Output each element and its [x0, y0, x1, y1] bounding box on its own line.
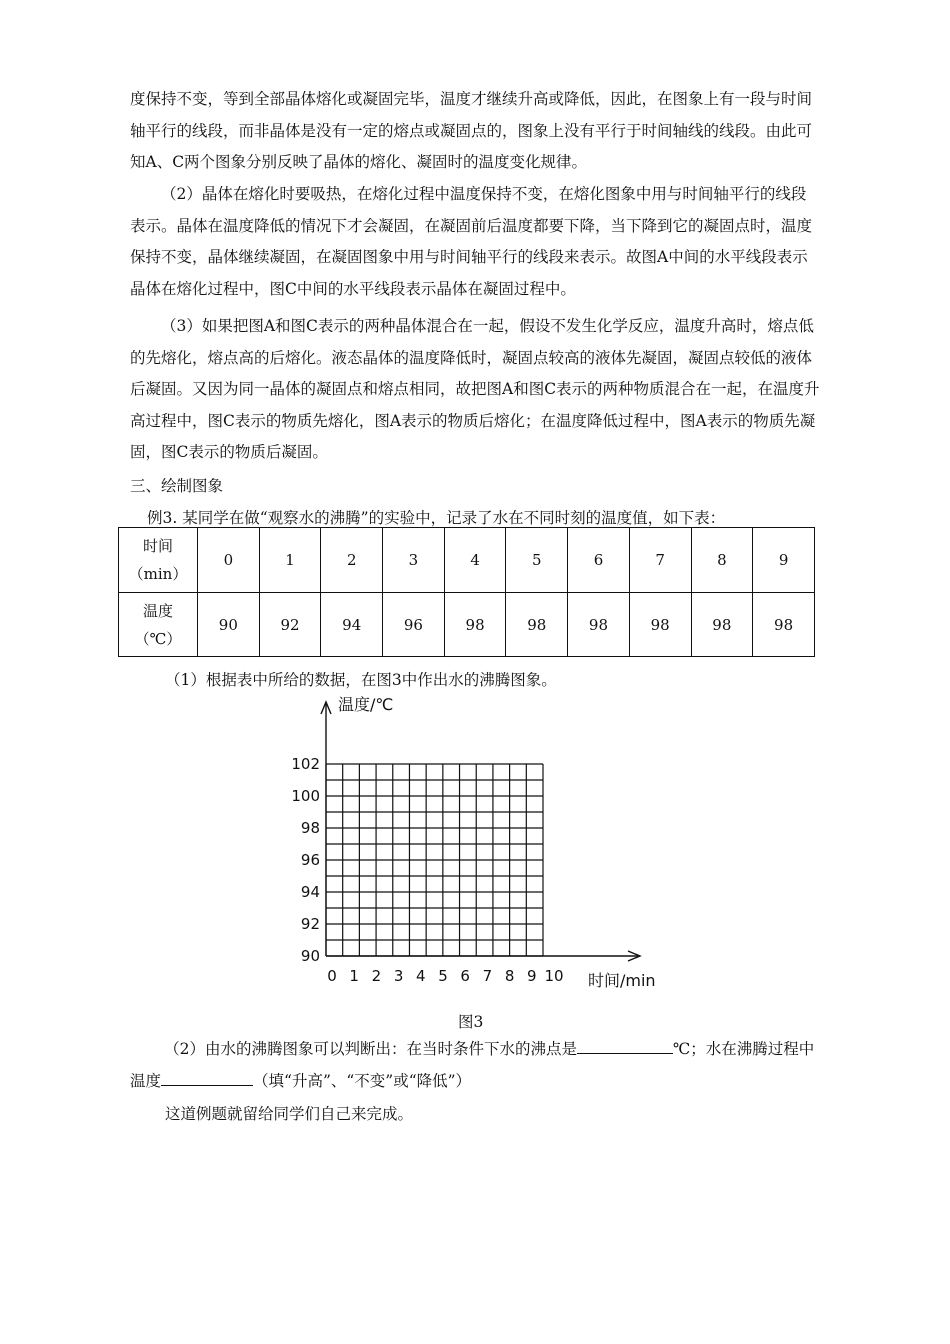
y-tick-label: 94 [300, 883, 320, 901]
y-tick-label: 96 [300, 851, 320, 869]
example-intro: 例3. 某同学在做“观察水的沸腾”的实验中，记录了水在不同时刻的温度值，如下表： [147, 509, 726, 527]
temp-cell: 98 [444, 593, 506, 657]
time-label: 时间 [142, 537, 173, 555]
data-table [118, 527, 815, 657]
y-axis-label: 温度/℃ [338, 695, 394, 714]
time-cell: 5 [506, 528, 568, 593]
temp-unit: （℃） [134, 629, 182, 648]
time-header [119, 528, 198, 593]
time-cell: 8 [691, 528, 753, 593]
time-cell: 4 [444, 528, 506, 593]
question-2-part2: ℃；水在沸腾过程中温度 [130, 1040, 815, 1090]
x-tick-label: 4 [416, 967, 426, 985]
time-cell: 7 [629, 528, 691, 593]
paragraph-3: （3）如果把图A和图C表示的两种晶体混合在一起，假设不发生化学反应，温度升高时，熔点低的先熔化，熔点高的后熔化。液态晶体的温度降低时，凝固点较高的液体先凝固，凝固点较低的液体后凝固。又因为同一晶体的凝固点和熔点相同，故把图A和图C表示的两种物质混合在一起，在温度升高过程中，图C表示的物质先熔化，图A表示的物质后熔化；在温度降低过程中，图A表示的物质先凝固，图C表示的物质后凝固。 [130, 317, 820, 462]
x-tick-label: 7 [482, 967, 493, 985]
x-tick-label: 1 [349, 967, 359, 985]
x-axis-label: 时间/min [588, 971, 656, 990]
time-cell: 9 [753, 528, 815, 593]
y-tick-label: 90 [300, 947, 320, 965]
time-row [119, 528, 815, 593]
section-heading: 三、绘制图象 [130, 477, 224, 495]
paragraph-1: 度保持不变，等到全部晶体熔化或凝固完毕，温度才继续升高或降低，因此，在图象上有一段与时间轴平行的线段，而非晶体是没有一定的熔点或凝固点的，图象上没有平行于时间轴线的线段。由此可知A、C两个图象分别反映了晶体的熔化、凝固时的温度变化规律。 [130, 90, 813, 172]
y-tick-label: 98 [300, 819, 320, 837]
temp-cell: 98 [691, 593, 753, 657]
x-tick-label: 9 [527, 967, 537, 985]
question-2 [130, 1034, 820, 1097]
temp-cell: 98 [753, 593, 815, 657]
chart-grid [326, 764, 543, 956]
time-cell: 6 [568, 528, 630, 593]
x-tick-label: 0 [327, 967, 337, 985]
temp-cell: 94 [321, 593, 383, 657]
temperature-change-blank[interactable] [161, 1070, 253, 1086]
boiling-point-blank[interactable] [577, 1038, 673, 1054]
temp-row [119, 593, 815, 657]
closing-line: 这道例题就留给同学们自己来完成。 [165, 1105, 414, 1123]
y-tick-label: 100 [291, 787, 320, 805]
temp-cell: 98 [568, 593, 630, 657]
time-cell: 2 [321, 528, 383, 593]
x-tick-label: 2 [371, 967, 382, 985]
temp-label: 温度 [142, 601, 173, 620]
time-unit: （min） [128, 565, 188, 583]
time-cell: 0 [198, 528, 260, 593]
y-tick-label: 102 [291, 755, 320, 773]
chart-axes [321, 702, 640, 961]
time-cell: 1 [259, 528, 321, 593]
temp-header [119, 593, 198, 657]
x-tick-label: 10 [544, 967, 564, 985]
temp-cell: 92 [259, 593, 321, 657]
x-tick-label: 6 [460, 967, 470, 985]
x-tick-label: 5 [438, 967, 448, 985]
boiling-chart [290, 690, 680, 1000]
y-tick-label: 92 [300, 915, 320, 933]
temp-cell: 90 [198, 593, 260, 657]
x-tick-label: 8 [504, 967, 515, 985]
question-1: （1）根据表中所给的数据，在图3中作出水的沸腾图象。 [165, 671, 557, 689]
question-2-part1: （2）由水的沸腾图象可以判断出：在当时条件下水的沸点是 [164, 1040, 577, 1058]
question-2-part3: （填“升高”、“不变”或“降低”） [253, 1071, 472, 1090]
temp-cell: 98 [506, 593, 568, 657]
paragraph-2: （2）晶体在熔化时要吸热，在熔化过程中温度保持不变，在熔化图象中用与时间轴平行的线段表示。晶体在温度降低的情况下才会凝固，在凝固前后温度都要下降，当下降到它的凝固点时，温度保持不变，晶体继续凝固，在凝固图象中用与时间轴平行的线段来表示。故图A中间的水平线段表示晶体在熔化过程中，图C中间的水平线段表示晶体在凝固过程中。 [130, 185, 813, 298]
x-tick-label: 3 [393, 967, 404, 985]
temp-cell: 98 [629, 593, 691, 657]
x-tick-labels [327, 967, 563, 985]
temp-cell: 96 [383, 593, 445, 657]
y-tick-labels [291, 755, 320, 965]
time-cell: 3 [383, 528, 445, 593]
figure-caption: 图3 [458, 1013, 484, 1031]
